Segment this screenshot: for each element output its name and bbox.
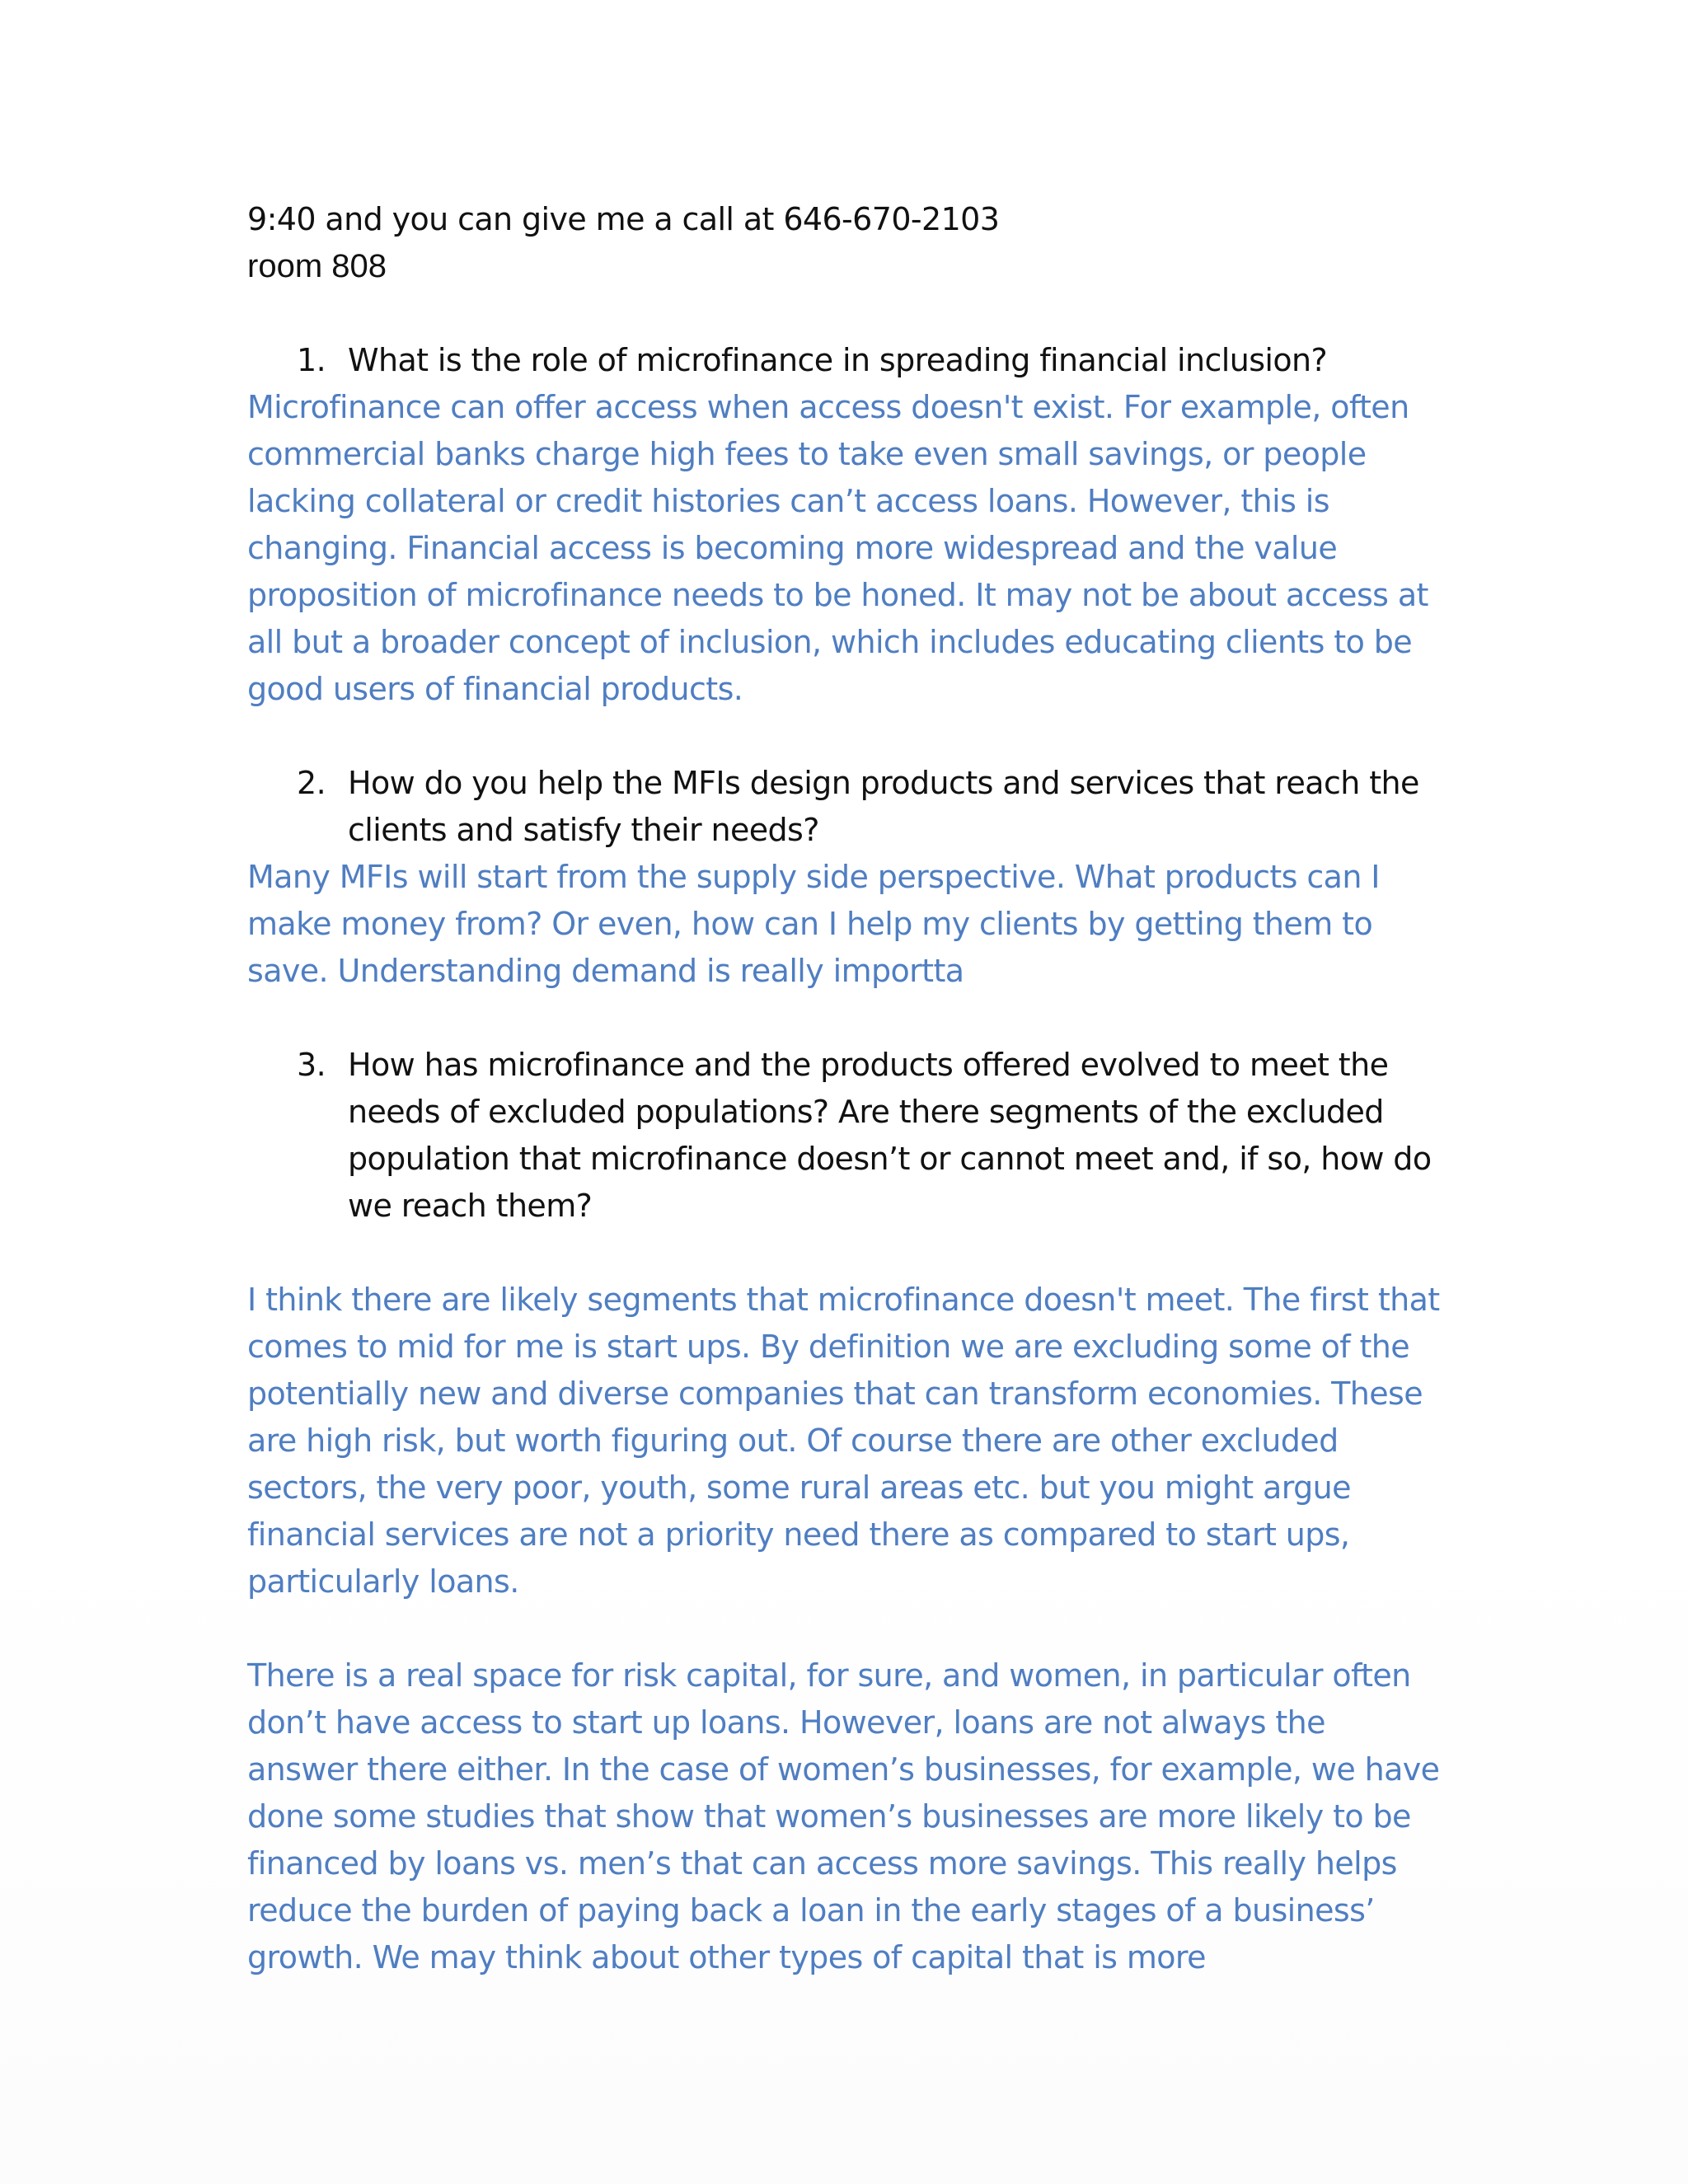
answer-3-paragraph-1: I think there are likely segments that microfinance doesn't meet. The first that comes to mid for me is start ups. By definition we are excluding some of the potentially new and diverse companies that can transform economies. These are high risk, but worth figuring out. Of course there are other excluded sectors, the very poor, youth, some rural areas etc. but you might argue financial services are not a priority need there as compared to start ups, particularly loans. [247,1282,1440,1600]
question-number: 3. [297,1047,326,1083]
question-1 [247,337,1451,384]
document-body [247,196,1451,1981]
answer-3-paragraph-2: There is a real space for risk capital, for sure, and women, in particular often don’t have access to start up loans. However, loans are not always the answer there either. In the case of women’s businesses, for example, we have done some studies that show that women’s businesses are more likely to be financed by loans vs. men’s that can access more savings. This really helps reduce the burden of paying back a loan in the early stages of a business’ growth. We may think about other types of capital that is more [247,1657,1440,1975]
question-2 [247,760,1451,854]
question-text: How has microfinance and the products offered evolved to meet the needs of excluded populations? Are there segments of the excluded population that microfinance doesn’t or cannot meet and, if so, how do we reach them? [348,1047,1432,1224]
blank-line [247,995,1451,1042]
question-number: 1. [297,342,326,378]
question-text: How do you help the MFIs design products and services that reach the clients and satisfy their needs? [348,765,1419,848]
answer-2-paragraph: Many MFIs will start from the supply side perspective. What products can I make money from? Or even, how can I help my clients by getting them to save. Understanding demand is really importta [247,859,1380,989]
blank-line [247,290,1451,337]
blank-line [247,1605,1451,1652]
blank-line [247,1230,1451,1277]
call-note: 9:40 and you can give me a call at 646-670-2103 [247,201,1000,237]
answer-1-paragraph: Microfinance can offer access when access doesn't exist. For example, often commercial banks charge high fees to take even small savings, or people lacking collateral or credit histories can’t access loans. However, this is changing. Financial access is becoming more widespread and the value proposition of microfinance needs to be honed. It may not be about access at all but a broader concept of inclusion, which includes educating clients to be good users of financial products. [247,389,1428,707]
question-3 [247,1042,1451,1230]
question-number: 2. [297,765,326,801]
room-note: room 808 [247,248,387,284]
question-text: What is the role of microfinance in spreading financial inclusion? [348,342,1328,378]
blank-line [247,713,1451,760]
